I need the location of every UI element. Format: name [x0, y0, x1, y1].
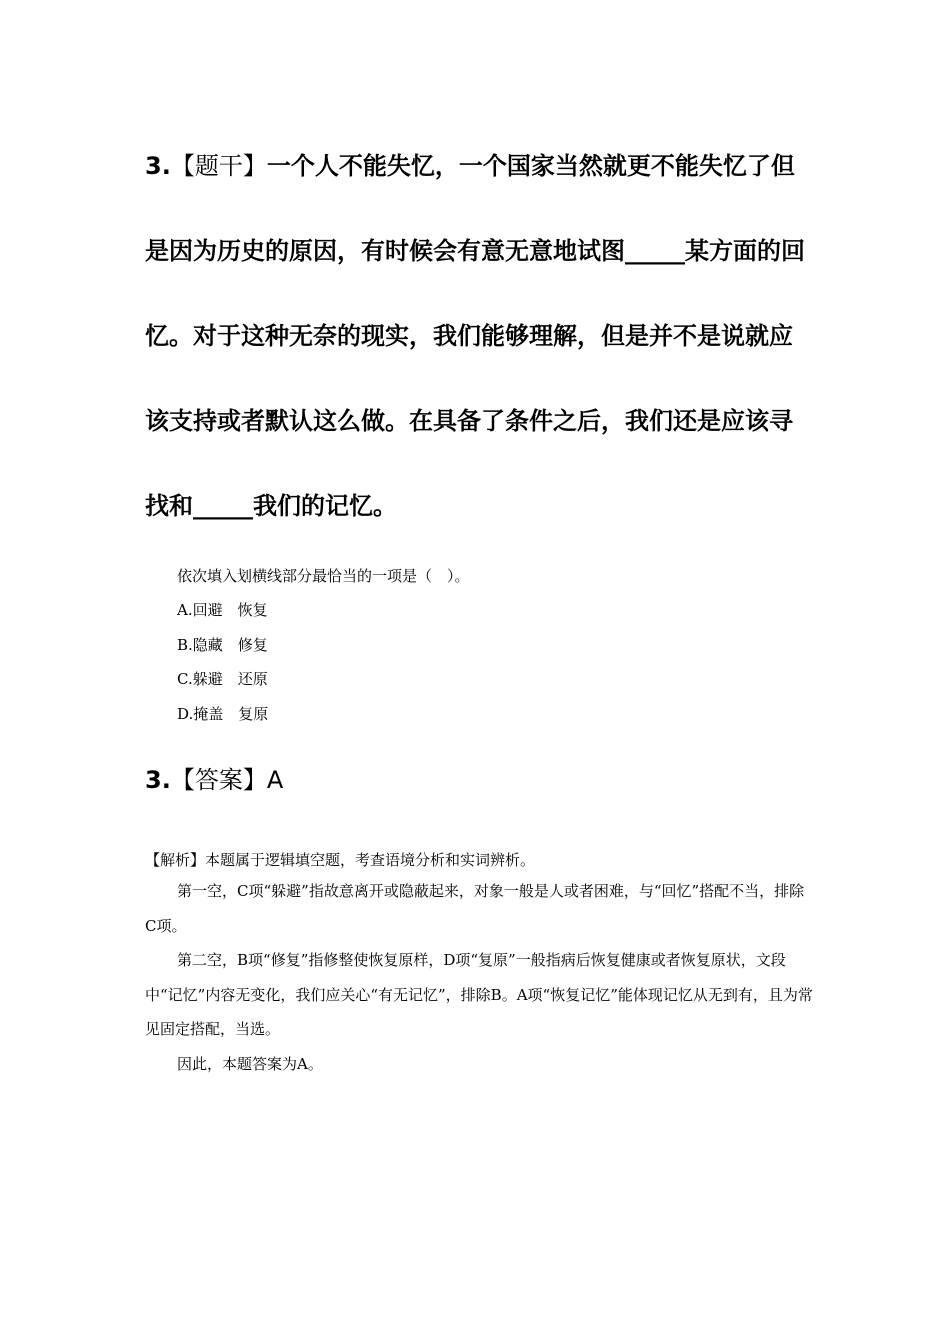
- analysis-paragraph-1: 第一空，C项“躲避”指故意离开或隐蔽起来，对象一般是人或者困难，与“回忆”搭配不当，排除C项。: [145, 882, 805, 935]
- answer-number: 3.: [145, 766, 171, 794]
- answer-tag: 【答案】: [170, 766, 267, 794]
- analysis-intro: 【解析】本题属于逻辑填空题，考查语境分析和实词辨析。: [145, 851, 536, 869]
- stem-tag: 【题干】: [170, 152, 267, 180]
- option-a: A.回避 恢复: [177, 601, 268, 619]
- analysis-section: [145, 846, 813, 1081]
- question-number: 3.: [145, 152, 171, 180]
- question-prompt: 依次填入划横线部分最恰当的一项是（ ）。: [177, 567, 470, 585]
- answer-line: [145, 760, 283, 800]
- options-list: [177, 596, 268, 734]
- answer-value: A: [266, 766, 284, 794]
- option-d: D.掩盖 复原: [177, 704, 269, 723]
- analysis-paragraph-2: 第二空，B项“修复”指修整使恢复原样，D项“复原”一般指病后恢复健康或者恢复原状，文段中“记忆”内容无变化，我们应关心“有无记忆”，排除B。A项“恢复记忆”能体现记忆从无到有，且为常见固定搭配，当选。: [145, 951, 813, 1038]
- analysis-conclusion: 因此，本题答案为A。: [177, 1054, 323, 1073]
- question-stem: [145, 124, 815, 549]
- stem-text: 一个人不能失忆，一个国家当然就更不能失忆了但是因为历史的原因，有时候会有意无意地试图_____某方面的回忆。对于这种无奈的现实，我们能够理解，但是并不是说就应该支持或者默认这么做。在具备了条件之后，我们还是应该寻找和_____我们的记忆。: [145, 152, 805, 520]
- option-c: C.躲避 还原: [177, 670, 268, 688]
- option-b: B.隐藏 修复: [177, 635, 268, 654]
